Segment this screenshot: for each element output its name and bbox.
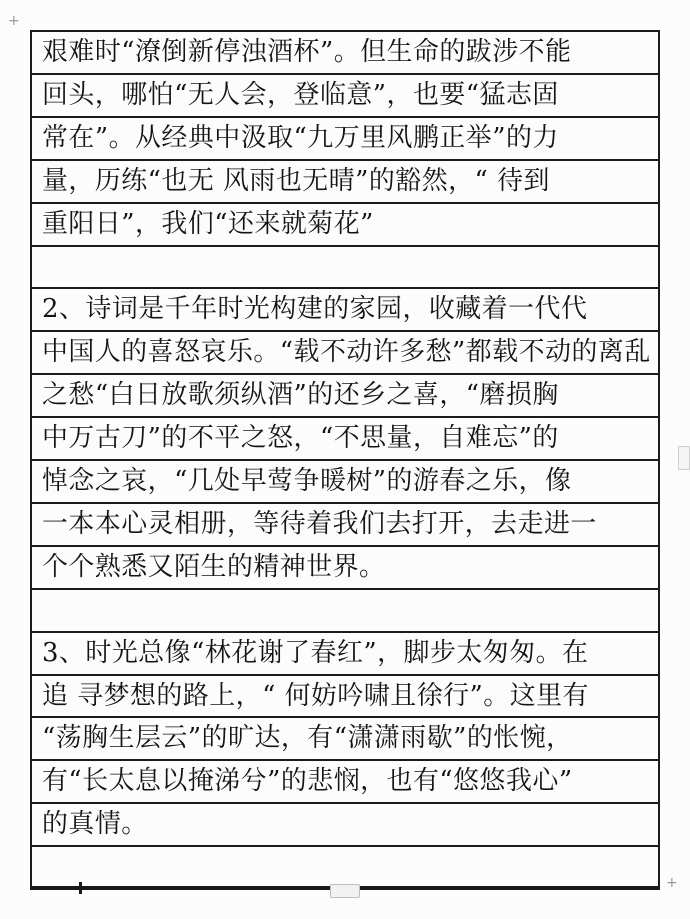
handwritten-line: 3、时光总像“林花谢了春红”，脚步太匆匆。在	[42, 637, 589, 668]
resize-handle-bottom[interactable]	[330, 884, 360, 898]
ruled-line	[30, 30, 660, 32]
ruled-line	[30, 287, 660, 289]
handwritten-line: 常在”。从经典中汲取“九万里风鹏正举”的力	[42, 122, 559, 153]
ruled-line	[30, 588, 660, 590]
ruled-line	[30, 802, 660, 804]
crop-corner-icon: +	[8, 13, 20, 29]
ruled-line	[30, 373, 660, 375]
ruled-line	[30, 759, 660, 761]
ruled-line	[30, 716, 660, 718]
handwritten-line: 重阳日”，我们“还来就菊花”	[42, 208, 374, 239]
handwritten-line: 2、诗词是千年时光构建的家园，收藏着一代代	[42, 294, 588, 325]
ruled-line	[30, 845, 660, 847]
ruled-line	[30, 631, 660, 633]
ruled-line	[30, 545, 660, 547]
crop-corner-icon: +	[666, 875, 678, 891]
handwritten-line: 艰难时“潦倒新停浊酒杯”。但生命的跋涉不能	[42, 37, 572, 67]
ruled-line	[30, 116, 660, 118]
handwritten-line: 之愁“白日放歌须纵酒”的还乡之喜，“磨损胸	[42, 380, 559, 411]
ruled-line	[30, 459, 660, 461]
ruled-line	[30, 502, 660, 504]
ruled-line	[30, 245, 660, 247]
handwritten-line: 中万古刀”的不平之怒，“不思量，自难忘”的	[42, 423, 559, 454]
handwritten-line: 个个熟悉又陌生的精神世界。	[42, 551, 386, 582]
handwritten-line: 量，历练“也无 风雨也无晴”的豁然，“ 待到	[42, 165, 550, 196]
resize-handle-right[interactable]	[678, 446, 690, 470]
handwritten-line: 有“长太息以掩涕兮”的悲悯，也有“悠悠我心”	[42, 766, 573, 797]
handwritten-line	[42, 591, 652, 629]
handwritten-line: 的真情。	[42, 809, 148, 840]
ruled-line	[30, 73, 660, 75]
ruled-line	[30, 330, 660, 332]
ruled-line	[30, 202, 660, 204]
handwritten-line	[42, 848, 652, 886]
handwritten-line: 悼念之哀，“几处早莺争暖树”的游春之乐，像	[42, 466, 572, 496]
handwritten-line	[42, 248, 652, 286]
handwritten-line: 回头，哪怕“无人会，登临意”，也要“猛志固	[42, 79, 559, 110]
handwritten-line: 追 寻梦想的路上，“ 何妨吟啸且徐行”。这里有	[42, 680, 589, 711]
handwritten-line: 中国人的喜怒哀乐。“载不动许多愁”都载不动的离乱	[42, 337, 651, 368]
page-tick-mark	[79, 882, 82, 894]
handwritten-line: “荡胸生层云”的旷达，有“潇潇雨歇”的怅惋，	[42, 723, 573, 754]
handwritten-line: 一本本心灵相册，等待着我们去打开，去走进一	[42, 508, 597, 539]
ruled-line	[30, 159, 660, 161]
ruled-line	[30, 674, 660, 676]
ruled-line	[30, 416, 660, 418]
